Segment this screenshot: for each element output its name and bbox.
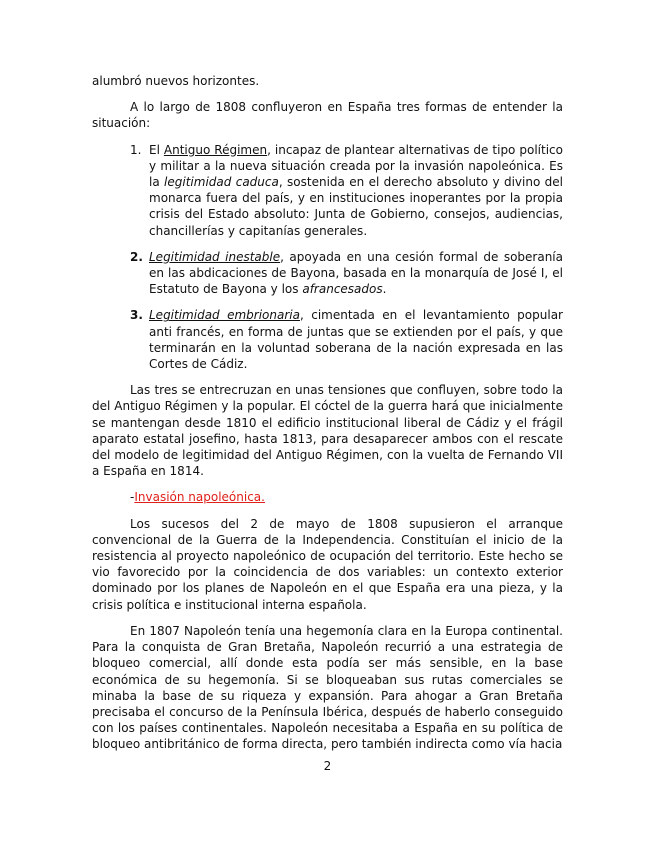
paragraph-2-mayo: Los sucesos del 2 de mayo de 1808 supusieron el arranque convencional de la Guerra de la Independencia. Constituían el inicio de la resistencia al proyecto napoleónico de ocupación del territorio. Este hecho se vio favorecido por la coincidencia de dos variables: un contexto exterior dominado por los planes de Napoleón en el que España era una pieza, y la crisis política e institucional interna española. xyxy=(92,516,563,612)
page-number: 2 xyxy=(323,759,332,773)
list-number: 2. xyxy=(130,249,143,264)
paragraph-1807: En 1807 Napoleón tenía una hegemonía clara en la Europa continental. Para la conquista de Gran Bretaña, Napoleón recurrió a una estrategia de bloqueo comercial, allí donde esta podía ser más sensible, en la base económica de su hegemonía. Si se bloqueaban sus rutas comerciales se minaba la base de su riqueza y expansión. Para ahogar a Gran Bretaña precisaba el concurso de la Península Ibérica, después de haberlo conseguido con los países continentales. Napoleón necesitaba a España en su política de bloqueo antibritánico de forma directa, pero también indirecta como vía hacia xyxy=(92,623,563,752)
term-legitimidad-inestable: Legitimidad inestable xyxy=(149,249,281,264)
list-item xyxy=(92,142,563,239)
legitimacy-list xyxy=(92,142,563,373)
list-number: 3. xyxy=(130,308,143,323)
list-text-mid: , incapaz de plantear alternativas de tipo político y militar a la nueva situación creada por la invasión napoleónica. Es la xyxy=(149,142,563,190)
list-text-rest: , sostenida en el derecho absoluto y divino del monarca fuera del país, y en instituciones inoperantes por la propia crisis del Estado absoluto: Junta de Gobierno, consejos, audiencias, chancillerías y capitanías generales. xyxy=(149,175,563,238)
list-item xyxy=(92,249,563,298)
section-title-invasion: Invasión napoleónica. xyxy=(134,490,265,505)
section-heading xyxy=(92,489,563,505)
list-text-mid: , apoyada en una cesión formal de soberanía en las abdicaciones de Bayona, basada en la monarquía de José I, el Estatuto de Bayona y los xyxy=(149,249,563,297)
paragraph-1808: A lo largo de 1808 confluyeron en España tres formas de entender la situación: xyxy=(92,100,563,131)
term-antiguo-regimen: Antiguo Régimen xyxy=(163,142,268,157)
list-number: 1. xyxy=(130,142,142,157)
term-legitimidad-caduca: legitimidad caduca xyxy=(164,175,279,190)
term-legitimidad-embrionaria: Legitimidad embrionaria xyxy=(149,308,300,323)
list-text-rest: , cimentada en el levantamiento popular anti francés, en forma de juntas que se extienden por el país, y que terminarán en la voluntad soberana de la nación expresada en las Cortes de Cádiz. xyxy=(149,308,563,372)
list-text-pre: El xyxy=(149,142,164,157)
page-body xyxy=(92,73,563,763)
term-afrancesados: afrancesados xyxy=(302,282,383,297)
list-text-rest: . xyxy=(382,282,387,297)
paragraph-tensiones: Las tres se entrecruzan en unas tensiones que confluyen, sobre todo la del Antiguo Régimen y la popular. El cóctel de la guerra hará que inicialmente se mantengan desde 1810 el edificio institucional liberal de Cádiz y el frágil aparato estatal josefino, hasta 1813, para desaparecer ambos con el rescate del modelo de legitimidad del Antiguo Régimen, con la vuelta de Fernando VII a España en 1814. xyxy=(92,383,563,479)
list-item xyxy=(92,307,563,372)
intro-line: alumbró nuevos horizontes. xyxy=(92,74,260,88)
section-dash: - xyxy=(130,490,135,505)
